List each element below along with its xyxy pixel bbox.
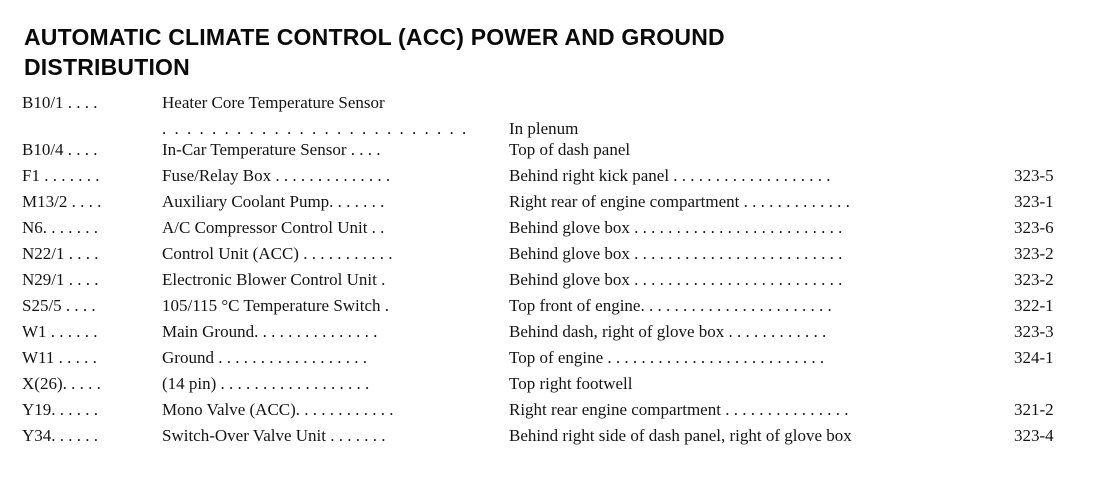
table-row: [22, 192, 1102, 218]
component-name: Switch-Over Valve Unit . . . . . . .: [162, 426, 386, 445]
component-code: B10/1 . . . .: [22, 93, 98, 112]
page-reference: 323-6: [1014, 218, 1054, 237]
component-name: Ground . . . . . . . . . . . . . . . . . .: [162, 348, 367, 367]
component-code: F1 . . . . . . .: [22, 166, 100, 185]
page-reference: 324-1: [1014, 348, 1054, 367]
component-code: W11 . . . . .: [22, 348, 97, 367]
table-row: [22, 348, 1102, 374]
page-reference: 323-4: [1014, 426, 1054, 445]
title-line-2: DISTRIBUTION: [24, 54, 190, 80]
table-row: [22, 296, 1102, 322]
table-row: [22, 322, 1102, 348]
component-name: Fuse/Relay Box . . . . . . . . . . . . . .: [162, 166, 391, 185]
page-reference: 323-2: [1014, 244, 1054, 263]
component-code: Y19. . . . . .: [22, 400, 99, 419]
component-location: Right rear of engine compartment . . . . . . . . . . . . .: [509, 192, 850, 211]
page-reference: 323-3: [1014, 322, 1054, 341]
component-name: Mono Valve (ACC). . . . . . . . . . . .: [162, 400, 394, 419]
component-code: W1 . . . . . .: [22, 322, 98, 341]
component-name: In-Car Temperature Sensor . . . .: [162, 140, 381, 159]
component-code: N22/1 . . . .: [22, 244, 99, 263]
component-location: Top of engine . . . . . . . . . . . . . . . . . . . . . . . . . .: [509, 348, 825, 367]
component-name: (14 pin) . . . . . . . . . . . . . . . . . .: [162, 374, 370, 393]
component-location: Top of dash panel: [509, 140, 631, 159]
component-location: Top front of engine. . . . . . . . . . . . . . . . . . . . . . .: [509, 296, 832, 315]
component-location-table: [22, 93, 1102, 452]
component-name: Main Ground. . . . . . . . . . . . . . .: [162, 322, 378, 341]
component-code: B10/4 . . . .: [22, 140, 98, 159]
page-reference: 323-1: [1014, 192, 1054, 211]
page-reference: 323-5: [1014, 166, 1054, 185]
component-code: N6. . . . . . .: [22, 218, 99, 237]
component-name: . . . . . . . . . . . . . . . . . . . . . . . . .: [162, 119, 469, 138]
component-name: 105/115 °C Temperature Switch .: [162, 296, 390, 315]
table-row: [22, 400, 1102, 426]
component-name: Heater Core Temperature Sensor: [162, 93, 385, 112]
table-row: [22, 374, 1102, 400]
table-row: [22, 244, 1102, 270]
page-reference: 323-2: [1014, 270, 1054, 289]
component-location: Behind right kick panel . . . . . . . . . . . . . . . . . . .: [509, 166, 831, 185]
component-code: N29/1 . . . .: [22, 270, 99, 289]
page-reference: 322-1: [1014, 296, 1054, 315]
component-code: M13/2 . . . .: [22, 192, 102, 211]
component-location: Behind glove box . . . . . . . . . . . . . . . . . . . . . . . . .: [509, 270, 843, 289]
component-location: Behind glove box . . . . . . . . . . . . . . . . . . . . . . . . .: [509, 218, 843, 237]
table-row: [22, 140, 1102, 166]
table-row: [22, 166, 1102, 192]
table-row: [22, 218, 1102, 244]
component-code: S25/5 . . . .: [22, 296, 96, 315]
component-code: Y34. . . . . .: [22, 426, 99, 445]
component-location: Top right footwell: [509, 374, 633, 393]
page-reference: 321-2: [1014, 400, 1054, 419]
component-name: Electronic Blower Control Unit .: [162, 270, 386, 289]
component-name: Control Unit (ACC) . . . . . . . . . . .: [162, 244, 393, 263]
component-location: Right rear engine compartment . . . . . . . . . . . . . . .: [509, 400, 849, 419]
component-code: X(26). . . . .: [22, 374, 101, 393]
component-location: Behind right side of dash panel, right of glove box: [509, 426, 852, 445]
component-location: Behind dash, right of glove box . . . . . . . . . . . .: [509, 322, 827, 341]
table-row: [22, 426, 1102, 452]
component-name: Auxiliary Coolant Pump. . . . . . .: [162, 192, 385, 211]
table-row: [22, 93, 1102, 113]
component-location: Behind glove box . . . . . . . . . . . . . . . . . . . . . . . . .: [509, 244, 843, 263]
component-name: A/C Compressor Control Unit . .: [162, 218, 385, 237]
table-row: [22, 270, 1102, 296]
title-line-1: AUTOMATIC CLIMATE CONTROL (ACC) POWER AND GROUND: [24, 24, 725, 50]
component-location: In plenum: [509, 119, 579, 138]
page-title: [24, 22, 884, 82]
